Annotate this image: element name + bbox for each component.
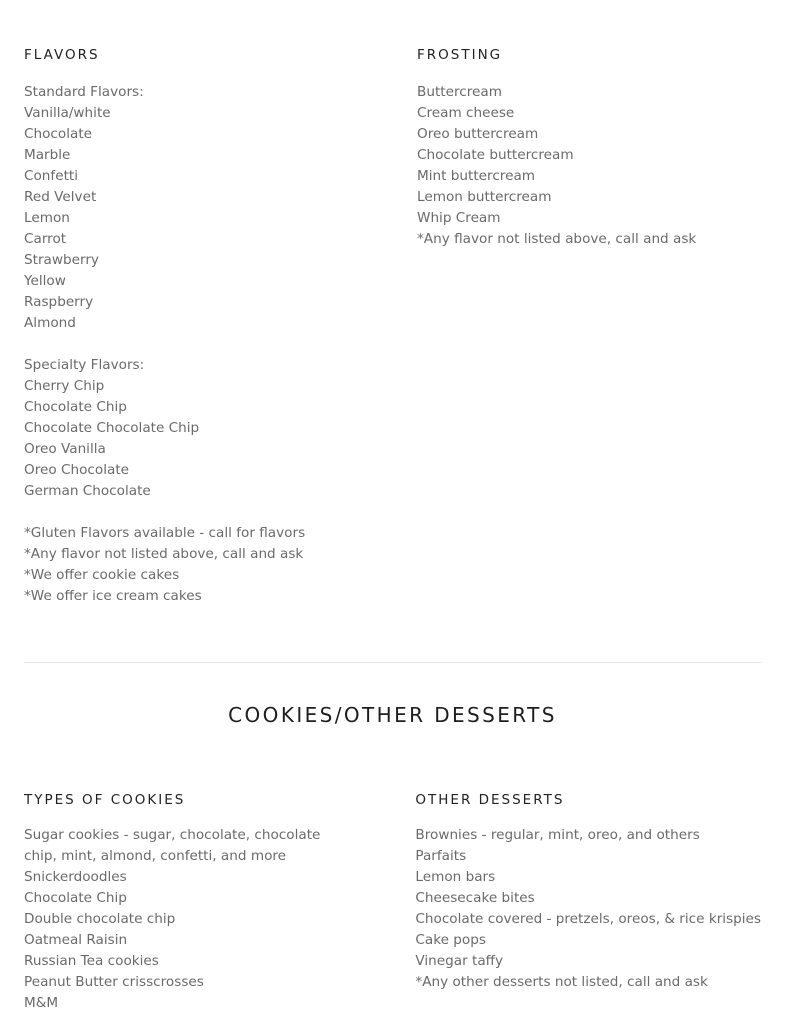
list-item: Red Velvet <box>24 189 97 205</box>
list-item: Raspberry <box>24 294 94 310</box>
other-desserts-heading: OTHER DESSERTS <box>415 792 565 808</box>
frosting-list <box>417 82 761 250</box>
list-item: *Any flavor not listed above, call and ask <box>417 231 697 247</box>
list-item: Chocolate Chocolate Chip <box>24 420 200 436</box>
list-item: Brownies - regular, mint, oreo, and others <box>415 827 700 843</box>
frosting-column <box>417 46 761 607</box>
list-item: Parfaits <box>415 848 467 864</box>
list-item: Strawberry <box>24 252 99 268</box>
list-item: Vinegar taffy <box>415 953 504 969</box>
list-item: Chocolate <box>24 126 93 142</box>
list-item: Specialty Flavors: <box>24 357 145 373</box>
cookies-heading: TYPES OF COOKIES <box>24 792 186 808</box>
list-item: Almond <box>24 315 76 331</box>
list-item: Russian Tea cookies <box>24 953 159 969</box>
list-item: *Any other desserts not listed, call and ask <box>415 974 708 990</box>
flavors-column <box>24 46 417 607</box>
list-item: Confetti <box>24 168 79 184</box>
list-item: Chocolate buttercream <box>417 147 574 163</box>
list-spacer <box>24 334 417 355</box>
section-title: COOKIES/OTHER DESSERTS <box>228 703 557 727</box>
list-item: Lemon buttercream <box>417 189 552 205</box>
list-item: Lemon <box>24 210 70 226</box>
list-item: Standard Flavors: <box>24 84 144 100</box>
list-item: Cake pops <box>415 932 486 948</box>
list-item: Oreo Vanilla <box>24 441 106 457</box>
list-item: Marble <box>24 147 71 163</box>
list-item: German Chocolate <box>24 483 151 499</box>
cookies-desserts-section <box>24 791 761 1014</box>
list-item: Cheesecake bites <box>415 890 535 906</box>
other-desserts-list <box>415 825 761 993</box>
list-item: *We offer cookie cakes <box>24 567 180 583</box>
list-item: Double chocolate chip <box>24 911 176 927</box>
section-divider <box>24 662 761 663</box>
list-item: Snickerdoodles <box>24 869 127 885</box>
list-item: Oreo Chocolate <box>24 462 130 478</box>
list-item: Cream cheese <box>417 105 515 121</box>
list-item: Oreo buttercream <box>417 126 539 142</box>
list-item: Whip Cream <box>417 210 501 226</box>
list-item: Yellow <box>24 273 66 289</box>
list-item: Cherry Chip <box>24 378 105 394</box>
list-item: Chocolate Chip <box>24 399 127 415</box>
list-item: Chocolate covered - pretzels, oreos, & rice krispies <box>415 911 761 927</box>
cookies-list <box>24 825 415 1014</box>
list-item: Vanilla/white <box>24 105 111 121</box>
list-item: M&M <box>24 995 59 1011</box>
list-item: Mint buttercream <box>417 168 536 184</box>
list-item: Lemon bars <box>415 869 496 885</box>
other-desserts-column <box>415 791 761 1014</box>
list-item: *We offer ice cream cakes <box>24 588 202 604</box>
list-item: Sugar cookies - sugar, chocolate, chocolate chip, mint, almond, confetti, and more <box>24 827 321 864</box>
list-item: *Any flavor not listed above, call and ask <box>24 546 304 562</box>
cakes-section <box>24 0 761 607</box>
list-item: Chocolate Chip <box>24 890 127 906</box>
flavors-heading: FLAVORS <box>24 47 100 63</box>
cookies-column <box>24 791 415 1014</box>
list-item: Carrot <box>24 231 67 247</box>
list-item: *Gluten Flavors available - call for flavors <box>24 525 306 541</box>
flavors-list <box>24 82 417 607</box>
list-item: Buttercream <box>417 84 502 100</box>
list-item: Peanut Butter crisscrosses <box>24 974 204 990</box>
frosting-heading: FROSTING <box>417 47 503 63</box>
list-spacer <box>24 502 417 523</box>
list-item: Oatmeal Raisin <box>24 932 128 948</box>
